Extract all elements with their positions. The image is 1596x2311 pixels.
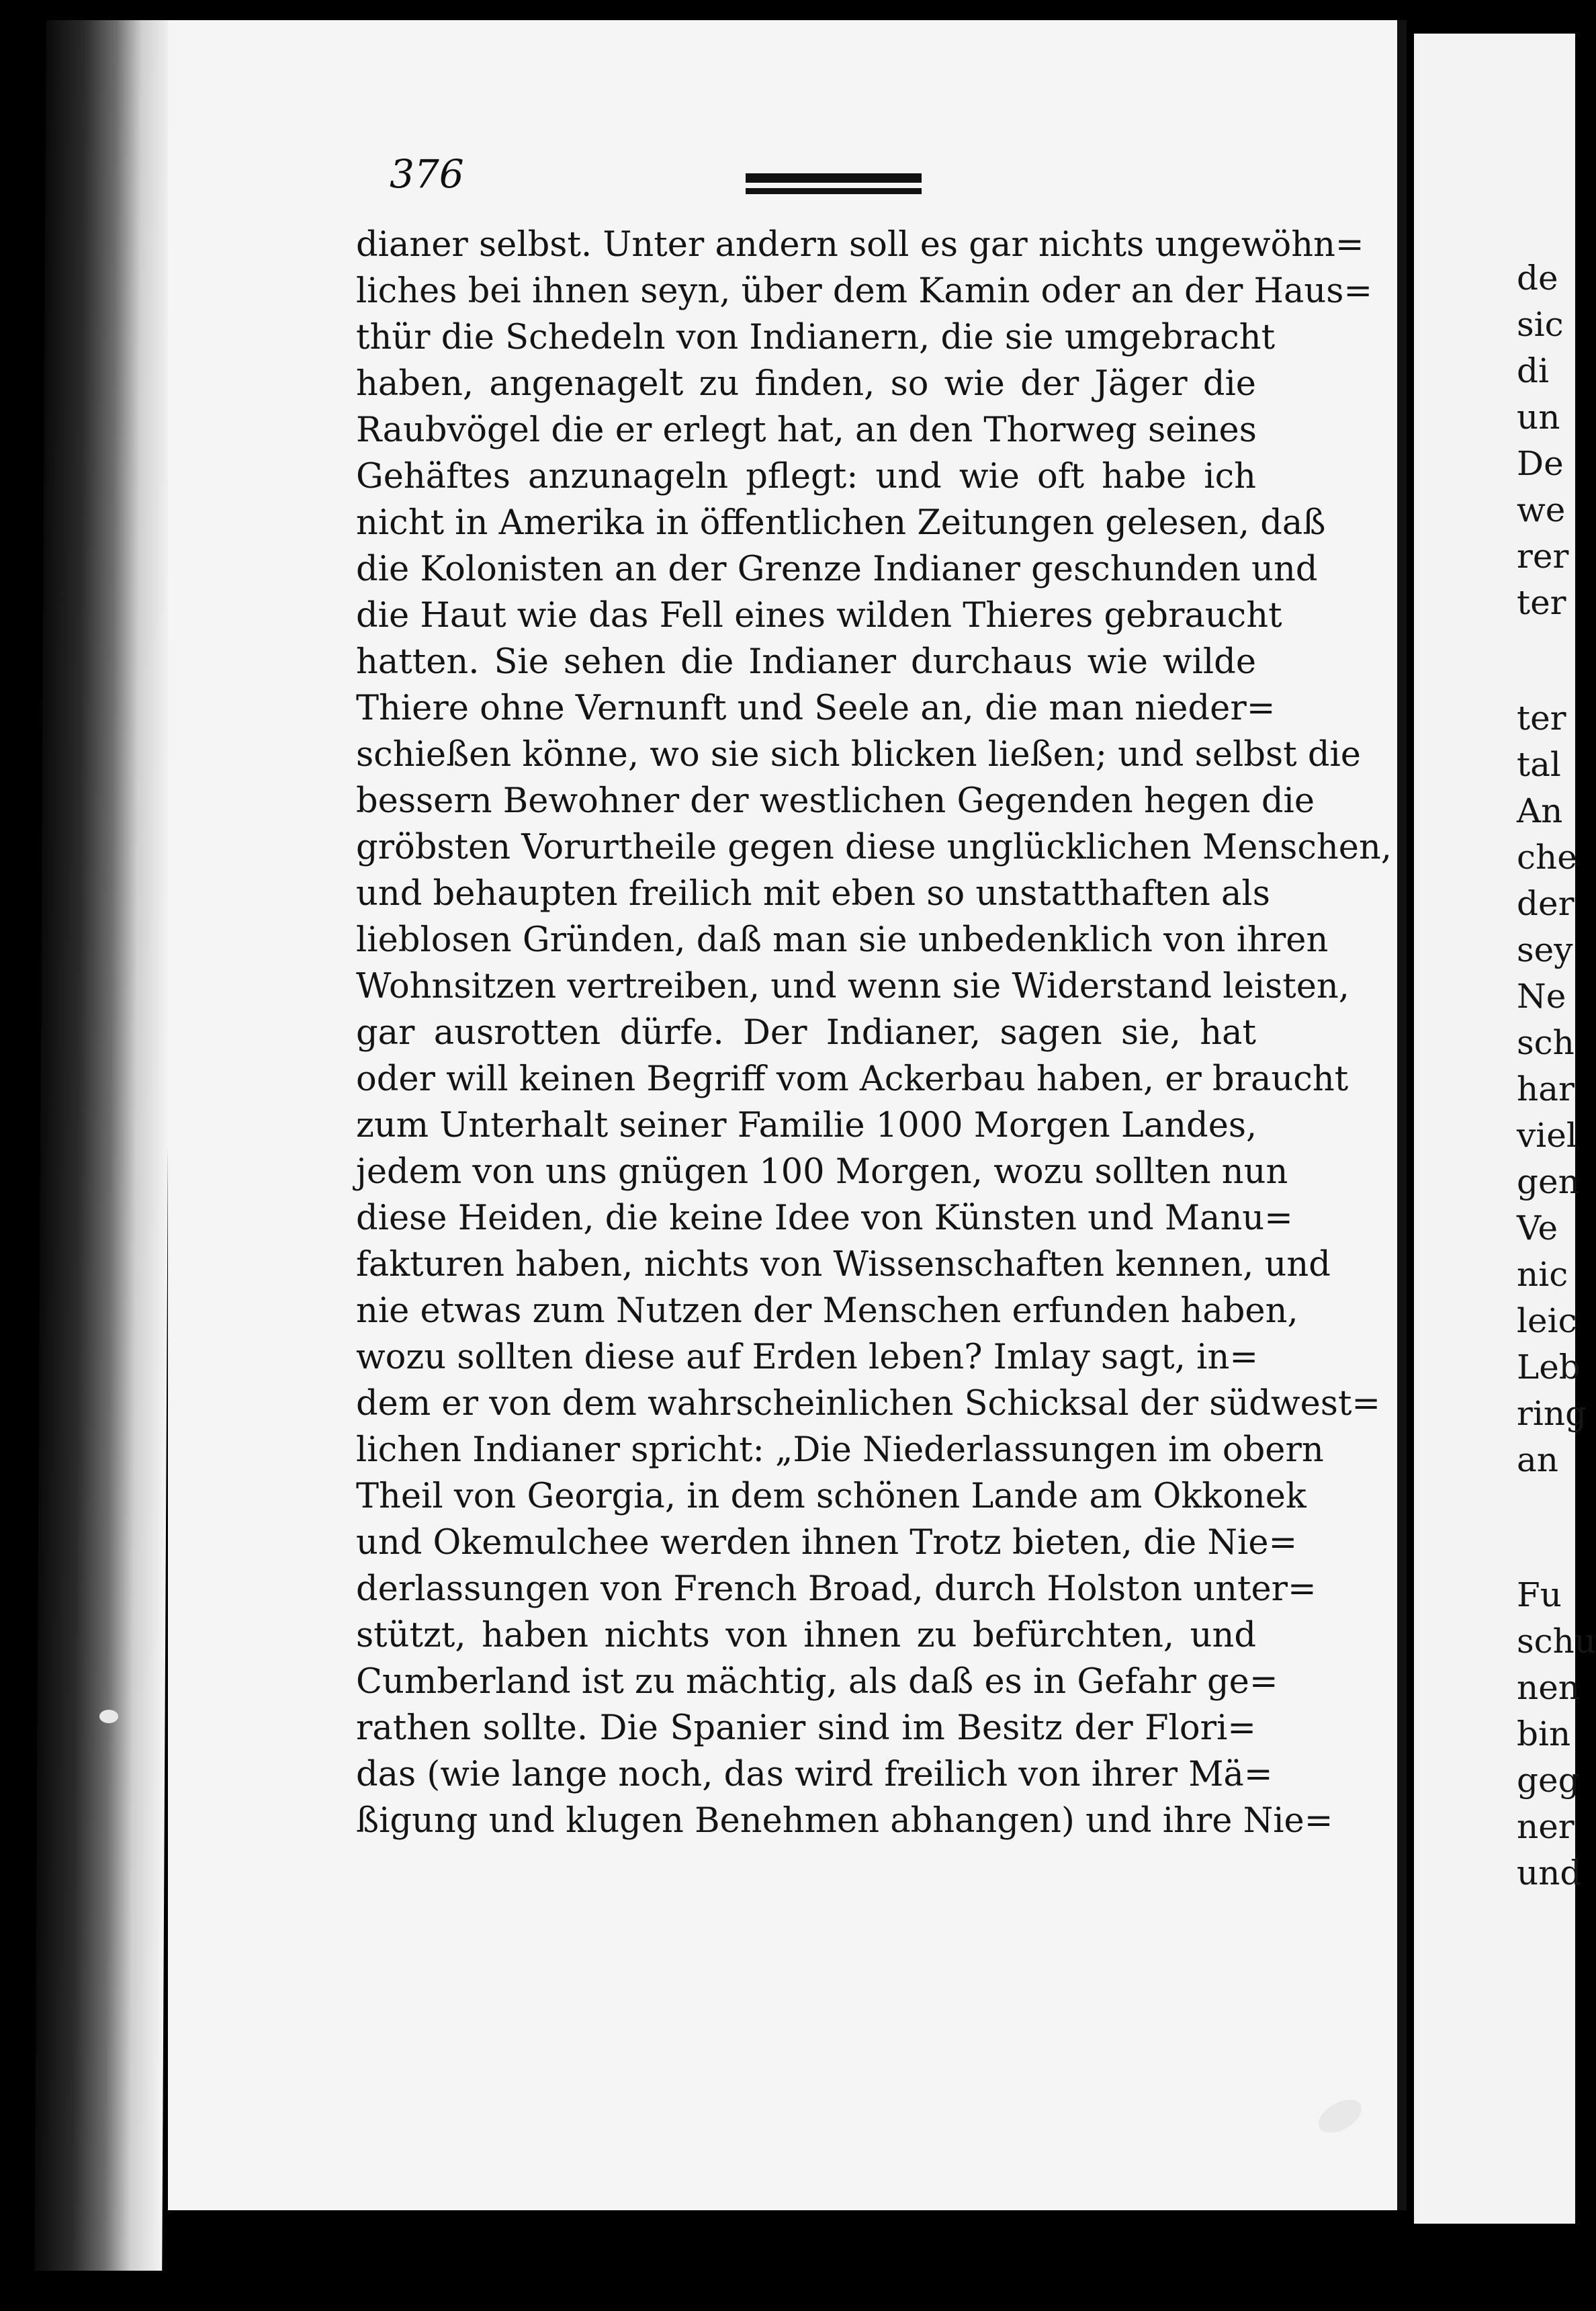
book-spine-edge (34, 20, 174, 2271)
text-line: die Kolonisten an der Grenze Indianer geschunden und (356, 550, 1318, 589)
facing-page-line-fragment: sey (1517, 930, 1573, 969)
facing-page-line-fragment: nen (1517, 1668, 1580, 1707)
facing-page-line-fragment: che (1517, 838, 1577, 877)
text-line: oder will keinen Begriff vom Ackerbau haben, er braucht (356, 1059, 1349, 1099)
facing-page-line-fragment: Leb (1517, 1348, 1581, 1387)
facing-page-line-fragment: rer (1517, 537, 1569, 576)
text-line: gar ausrotten dürfe. Der Indianer, sagen sie, hat (356, 1013, 1256, 1053)
text-line: schießen könne, wo sie sich blicken ließen; und selbst die (356, 735, 1361, 775)
scan-speck (99, 1710, 118, 1723)
facing-page-line-fragment: leic (1517, 1301, 1577, 1340)
facing-page-line-fragment: Ne (1517, 977, 1566, 1016)
facing-page-line-fragment: viel (1517, 1116, 1577, 1155)
page-number: 376 (390, 151, 464, 197)
text-line: jedem von uns gnügen 100 Morgen, wozu sollten nun (356, 1152, 1288, 1192)
text-line: Thiere ohne Vernunft und Seele an, die man nieder= (356, 689, 1276, 728)
text-line: nicht in Amerika in öffentlichen Zeitungen gelesen, daß (356, 503, 1326, 543)
facing-page-line-fragment: di (1517, 351, 1549, 390)
facing-page-line-fragment: ter (1517, 583, 1566, 622)
text-line: gröbsten Vorurtheile gegen diese unglücklichen Menschen, (356, 828, 1392, 867)
text-line: derlassungen von French Broad, durch Holston unter= (356, 1569, 1317, 1609)
facing-page-line-fragment: ter (1517, 699, 1566, 738)
facing-page-line-fragment: und (1517, 1854, 1582, 1892)
facing-page-line-fragment: ner (1517, 1807, 1575, 1846)
text-line: fakturen haben, nichts von Wissenschaften kennen, und (356, 1245, 1331, 1284)
text-line: haben, angenagelt zu finden, so wie der Jäger die (356, 364, 1256, 404)
facing-page-text-bottom (1517, 1572, 1596, 1896)
facing-page-text-middle (1517, 695, 1587, 1483)
body-text (356, 222, 1392, 1844)
text-line: dianer selbst. Unter andern soll es gar nichts ungewöhn= (356, 225, 1364, 265)
text-line: und behaupten freilich mit eben so unstatthaften als (356, 874, 1270, 914)
text-line: rathen sollte. Die Spanier sind im Besitz der Flori= (356, 1708, 1256, 1748)
text-line: hatten. Sie sehen die Indianer durchaus wie wilde (356, 642, 1256, 682)
facing-page-line-fragment: ring (1517, 1394, 1587, 1433)
facing-page-line-fragment: sic (1517, 305, 1564, 344)
text-line: thür die Schedeln von Indianern, die sie umgebracht (356, 318, 1276, 357)
text-line: dem er von dem wahrscheinlichen Schicksal der südwest= (356, 1384, 1381, 1424)
facing-page-line-fragment: gen (1517, 1162, 1580, 1201)
text-line: Raubvögel die er erlegt hat, an den Thorweg seines (356, 410, 1257, 450)
facing-page-line-fragment: der (1517, 884, 1575, 923)
facing-page-line-fragment: geg (1517, 1761, 1580, 1800)
text-line: stützt, haben nichts von ihnen zu befürchten, und (356, 1616, 1256, 1655)
text-line: nie etwas zum Nutzen der Menschen erfunden haben, (356, 1291, 1298, 1331)
text-line: diese Heiden, die keine Idee von Künsten und Manu= (356, 1198, 1293, 1238)
text-line: das (wie lange noch, das wird freilich von ihrer Mä= (356, 1755, 1273, 1794)
text-line: wozu sollten diese auf Erden leben? Imlay sagt, in= (356, 1338, 1259, 1377)
text-line: ßigung und klugen Benehmen abhangen) und ihre Nie= (356, 1801, 1333, 1841)
facing-page-line-fragment: Ve (1517, 1209, 1558, 1248)
facing-page-line-fragment: schu (1517, 1622, 1596, 1661)
facing-page-line-fragment: nic (1517, 1255, 1568, 1294)
facing-page-line-fragment: bin (1517, 1714, 1571, 1753)
facing-page-text-top (1517, 255, 1569, 626)
text-line: lichen Indianer spricht: „Die Niederlassungen im obern (356, 1430, 1324, 1470)
text-line: Theil von Georgia, in dem schönen Lande am Okkonek (356, 1477, 1306, 1516)
facing-page-line-fragment: De (1517, 444, 1564, 483)
facing-page-line-fragment: an (1517, 1440, 1559, 1479)
text-line: Wohnsitzen vertreiben, und wenn sie Widerstand leisten, (356, 967, 1349, 1006)
facing-page-line-fragment: Fu (1517, 1575, 1562, 1614)
text-line: bessern Bewohner der westlichen Gegenden hegen die (356, 781, 1315, 821)
text-line: Cumberland ist zu mächtig, als daß es in Gefahr ge= (356, 1662, 1278, 1702)
text-line: liches bei ihnen seyn, über dem Kamin oder an der Haus= (356, 271, 1373, 311)
text-line: lieblosen Gründen, daß man sie unbedenklich von ihren (356, 920, 1329, 960)
text-line: zum Unterhalt seiner Familie 1000 Morgen Landes, (356, 1106, 1257, 1145)
facing-page-line-fragment: sch (1517, 1023, 1575, 1062)
facing-page-line-fragment: de (1517, 259, 1558, 298)
facing-page-line-fragment: An (1517, 791, 1563, 830)
facing-page-line-fragment: we (1517, 490, 1566, 529)
facing-page-line-fragment: tal (1517, 745, 1561, 784)
facing-page-line-fragment: har (1517, 1070, 1575, 1108)
facing-page-line-fragment: un (1517, 398, 1560, 437)
header-rule-ornament (746, 173, 922, 199)
text-line: und Okemulchee werden ihnen Trotz bieten, die Nie= (356, 1523, 1298, 1563)
text-line: die Haut wie das Fell eines wilden Thieres gebraucht (356, 596, 1282, 636)
text-line: Gehäftes anzunageln pflegt: und wie oft habe ich (356, 457, 1256, 496)
